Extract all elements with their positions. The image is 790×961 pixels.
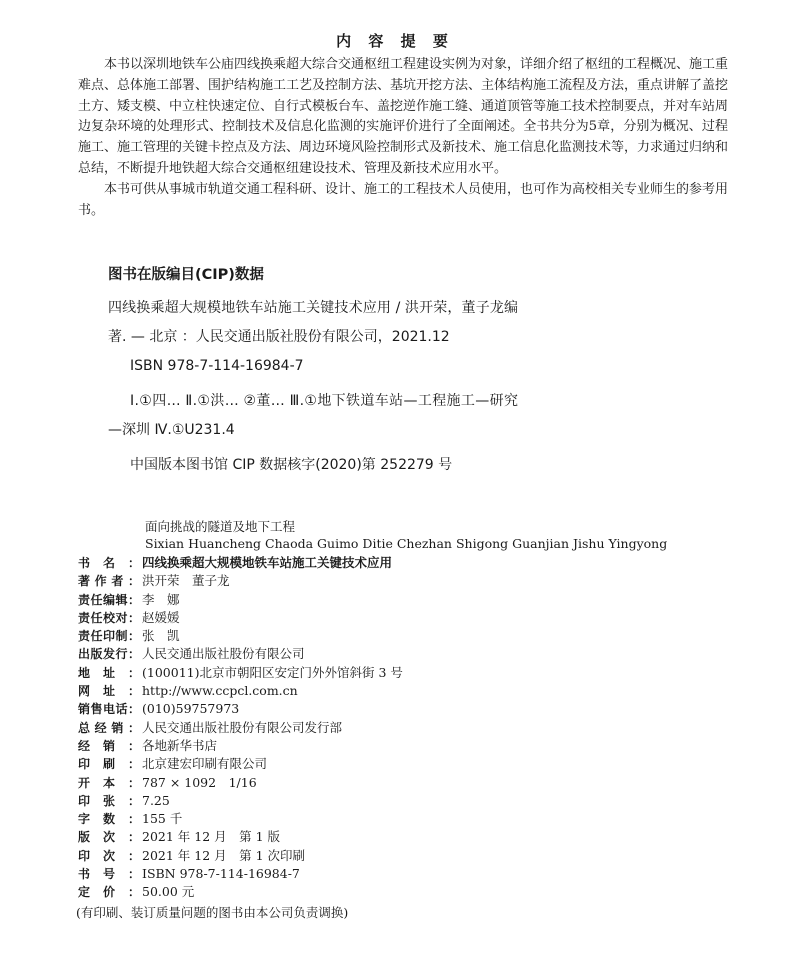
colophon-value: 7.25 [142,792,170,808]
summary-title: 内 容 提 要 [336,32,454,50]
colophon-value: 2021 年 12 月 第 1 版 [142,829,281,845]
colophon-value: 2021 年 12 月 第 1 次印刷 [142,847,306,863]
colophon-value: (010)59757973 [142,701,240,717]
colophon-label: 地 址 ： [78,665,140,680]
colophon-value: ISBN 978-7-114-16984-7 [142,866,300,882]
colophon-row [78,554,728,572]
colophon-row [78,828,728,846]
summary-paragraph: 本书可供从事城市轨道交通工程科研、设计、施工的工程技术人员使用，也可作为高校相关专业师生的参考用书。 [78,181,729,218]
colophon-row [78,883,728,901]
colophon-label: 版 次 ： [78,830,140,845]
colophon-label: 书 名 ： [78,556,140,570]
summary-paragraph: 本书以深圳地铁车公庙四线换乘超大综合交通枢纽工程建设实例为对象，详细介绍了枢纽的工程概况、施工重难点、总体施工部署、围护结构施工工艺及控制方法、基坑开挖方法、主体结构施工流程及方法，重点讲解了盖挖土方、矮支模、中立柱快速定位、自行式模板台车、盖挖逆作施工缝、通道顶管等施工技术控制要点，并对车站周边复杂环境的处理形式、控制技术及信息化监测的实施评价进行了全面阐述。全书共分为5章，分别为概况、过程施工、施工管理的关键卡控点及方法、周边环境风险控制形式及新技术、施工信息化监测技术等，力求通过归纳和总结，不断提升地铁超大综合交通枢纽建设技术、管理及新技术应用水平。 [78,57,729,176]
colophon-label: 销 售 电 话 ： [78,702,140,717]
colophon-label: 字 数 ： [78,812,140,827]
cip-heading: 图书在版编目(CIP)数据 [108,267,264,283]
colophon-label: 责 任 校 对 ： [78,610,140,625]
colophon-row [78,682,728,700]
colophon-value: 洪开荣 董子龙 [142,573,230,589]
colophon-value: 北京建宏印刷有限公司 [142,756,268,772]
colophon-row [78,572,728,590]
cip-isbn: ISBN 978-7-114-16984-7 [130,358,304,374]
colophon-value: 155 千 [142,811,183,827]
colophon-label: 总 经 销 ： [78,720,140,735]
colophon-row [78,847,728,865]
cip-block [108,263,518,480]
series-title: 面向挑战的隧道及地下工程 [145,519,296,534]
cip-verification: 中国版本图书馆 CIP 数据核字(2020)第 252279 号 [130,457,453,473]
colophon-label: 著 作 者 ： [78,574,140,589]
colophon-row [78,700,728,718]
colophon-label: 定 价 ： [78,885,140,900]
colophon-footnote: (有印刷、装订质量问题的图书由本公司负责调换) [76,904,349,920]
colophon-row [78,810,728,828]
colophon-value: 四线换乘超大规模地铁车站施工关键技术应用 [142,555,393,570]
cip-record: 四线换乘超大规模地铁车站施工关键技术应用 / 洪开荣，董子龙编著. — 北京 ：人民交通出版社股份有限公司，2021.12 [108,300,518,345]
colophon-row [78,865,728,883]
colophon-row [78,664,728,682]
colophon-label: 印 刷 ： [78,757,140,772]
colophon-row [78,591,728,609]
series-pinyin: Sixian Huancheng Chaoda Guimo Ditie Chezhan Shigong Guanjian Jishu Yingyong [145,536,668,551]
cip-subjects: Ⅰ.①四… Ⅱ.①洪… ②董… Ⅲ.①地下铁道车站—工程施工—研究—深圳 Ⅳ.①U231.4 [108,393,518,438]
colophon-value: 人民交通出版社股份有限公司发行部 [142,719,343,735]
colophon-label: 书 号 ： [78,867,140,882]
colophon-label: 开 本 ： [78,775,140,790]
summary-section [78,55,728,221]
series-block [145,518,667,552]
colophon-value: 50.00 元 [142,884,195,900]
colophon-value: 人民交通出版社股份有限公司 [142,646,305,662]
colophon-row [78,645,728,663]
colophon-label: 责 任 编 辑 ： [78,592,140,607]
colophon-row [78,774,728,792]
colophon-label: 印 次 ： [78,848,140,863]
colophon-value: 赵媛媛 [142,609,180,625]
colophon-value: (100011)北京市朝阳区安定门外外馆斜街 3 号 [142,664,403,680]
colophon-label: 印 张 ： [78,793,140,808]
colophon-row [78,755,728,773]
colophon-value: http://www.ccpcl.com.cn [142,683,298,699]
colophon-label: 出 版 发 行 ： [78,647,140,662]
colophon-row [78,627,728,645]
colophon-label: 责 任 印 制 ： [78,629,140,644]
colophon-value: 各地新华书店 [142,737,218,753]
colophon-value: 张 凯 [142,628,180,644]
colophon-row [78,737,728,755]
colophon-label: 网 址 ： [78,684,140,699]
colophon-row [78,792,728,810]
colophon-row [78,719,728,737]
colophon-value: 李 娜 [142,591,180,607]
colophon-row [78,609,728,627]
colophon-label: 经 销 ： [78,738,140,753]
colophon-table [78,554,728,922]
colophon-value: 787 × 1092 1/16 [142,774,257,790]
